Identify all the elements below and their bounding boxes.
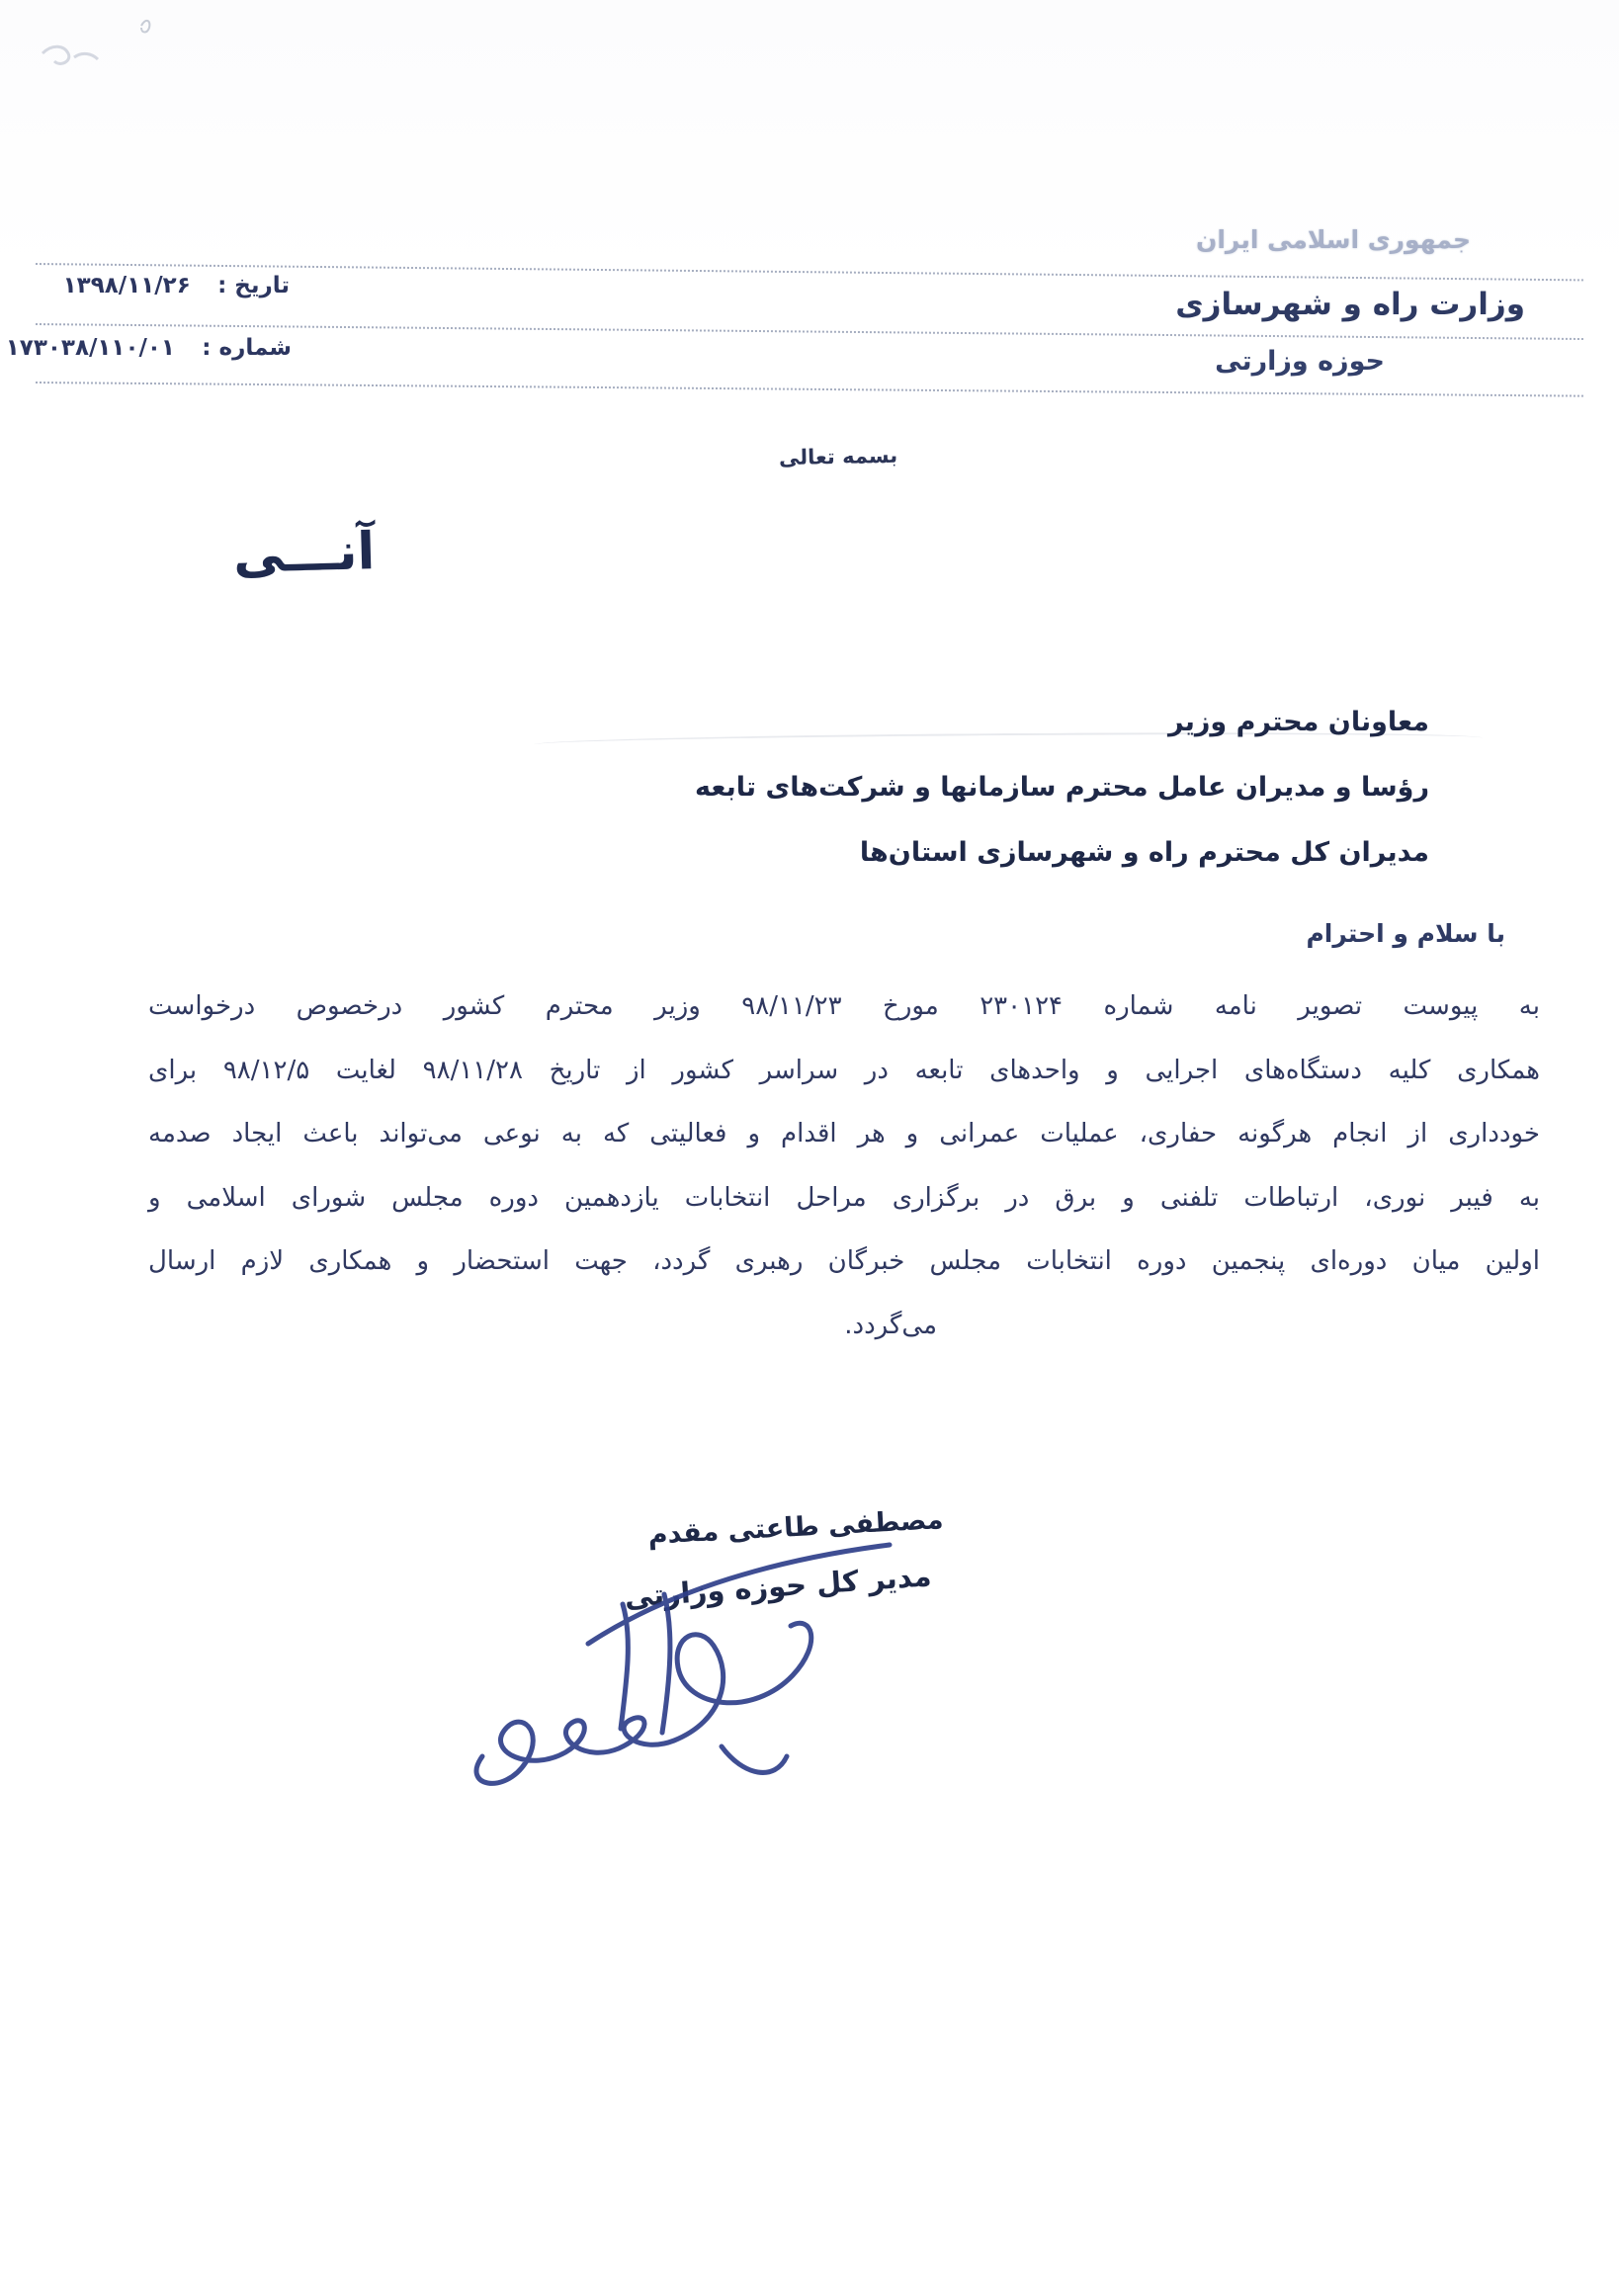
recipient-line: مدیران کل محترم راه و شهرسازی استان‌ها <box>859 837 1429 868</box>
letterhead-ministry: وزارت راه و شهرسازی <box>1175 287 1525 322</box>
recipients-block <box>678 690 1429 886</box>
urgency-stamp: آنـــی <box>232 522 377 585</box>
signatory-title: مدیر کل حوزه وزارتی <box>623 1559 933 1614</box>
letterhead-department: حوزه وزارتی <box>1215 346 1385 377</box>
body-line: خودداری از انجام هرگونه حفاری، عملیات عمرانی و هر اقدام و فعالیتی که به نوعی می‌تواند باعث ایجاد صدمه <box>148 1119 1540 1148</box>
letterhead-rule-3 <box>36 382 1583 397</box>
body-line: به فیبر نوری، ارتباطات تلفنی و برق در برگزاری مراحل انتخابات یازدهمین دوره مجلس شورای اسلامی و <box>148 1182 1540 1213</box>
number-row <box>6 335 292 361</box>
salutation-text: با سلام و احترام <box>1306 919 1505 948</box>
number-value: ۱۷۳۰۳۸/۱۱۰/۰۱ <box>5 335 175 361</box>
besmellah-text: بسمه تعالی <box>778 443 898 470</box>
handwritten-mark <box>25 12 203 91</box>
signatory-name: مصطفی طاعتی مقدم <box>646 1504 945 1551</box>
body-line: می‌گردد. <box>844 1310 937 1340</box>
date-label: تاریخ : <box>217 273 290 298</box>
number-label: شماره : <box>202 335 292 361</box>
recipient-line: معاونان محترم وزیر <box>1167 707 1429 737</box>
date-value: ۱۳۹۸/۱۱/۲۶ <box>62 273 191 298</box>
letter-body <box>148 975 1540 1357</box>
body-line: اولین میان دوره‌ای پنجمین دوره انتخابات مجلس خبرگان رهبری گردد، جهت استحضار و همکاری لازم ارسال <box>148 1246 1540 1276</box>
recipient-line: رؤسا و مدیران عامل محترم سازمانها و شرکت‌های تابعه <box>695 772 1429 803</box>
body-line: به پیوست تصویر نامه شماره ۲۳۰۱۲۴ مورخ ۹۸/۱۱/۲۳ وزیر محترم کشور درخصوص درخواست <box>148 991 1540 1021</box>
body-line: همکاری کلیه دستگاه‌های اجرایی و واحدهای تابعه در سراسر کشور از تاریخ ۹۸/۱۱/۲۸ لغایت ۹۸/۱۲/۵ برای <box>148 1055 1541 1085</box>
signature-scribble <box>425 1527 1018 1814</box>
letterhead-country: جمهوری اسلامی ایران <box>1196 225 1471 254</box>
date-row <box>63 273 290 298</box>
